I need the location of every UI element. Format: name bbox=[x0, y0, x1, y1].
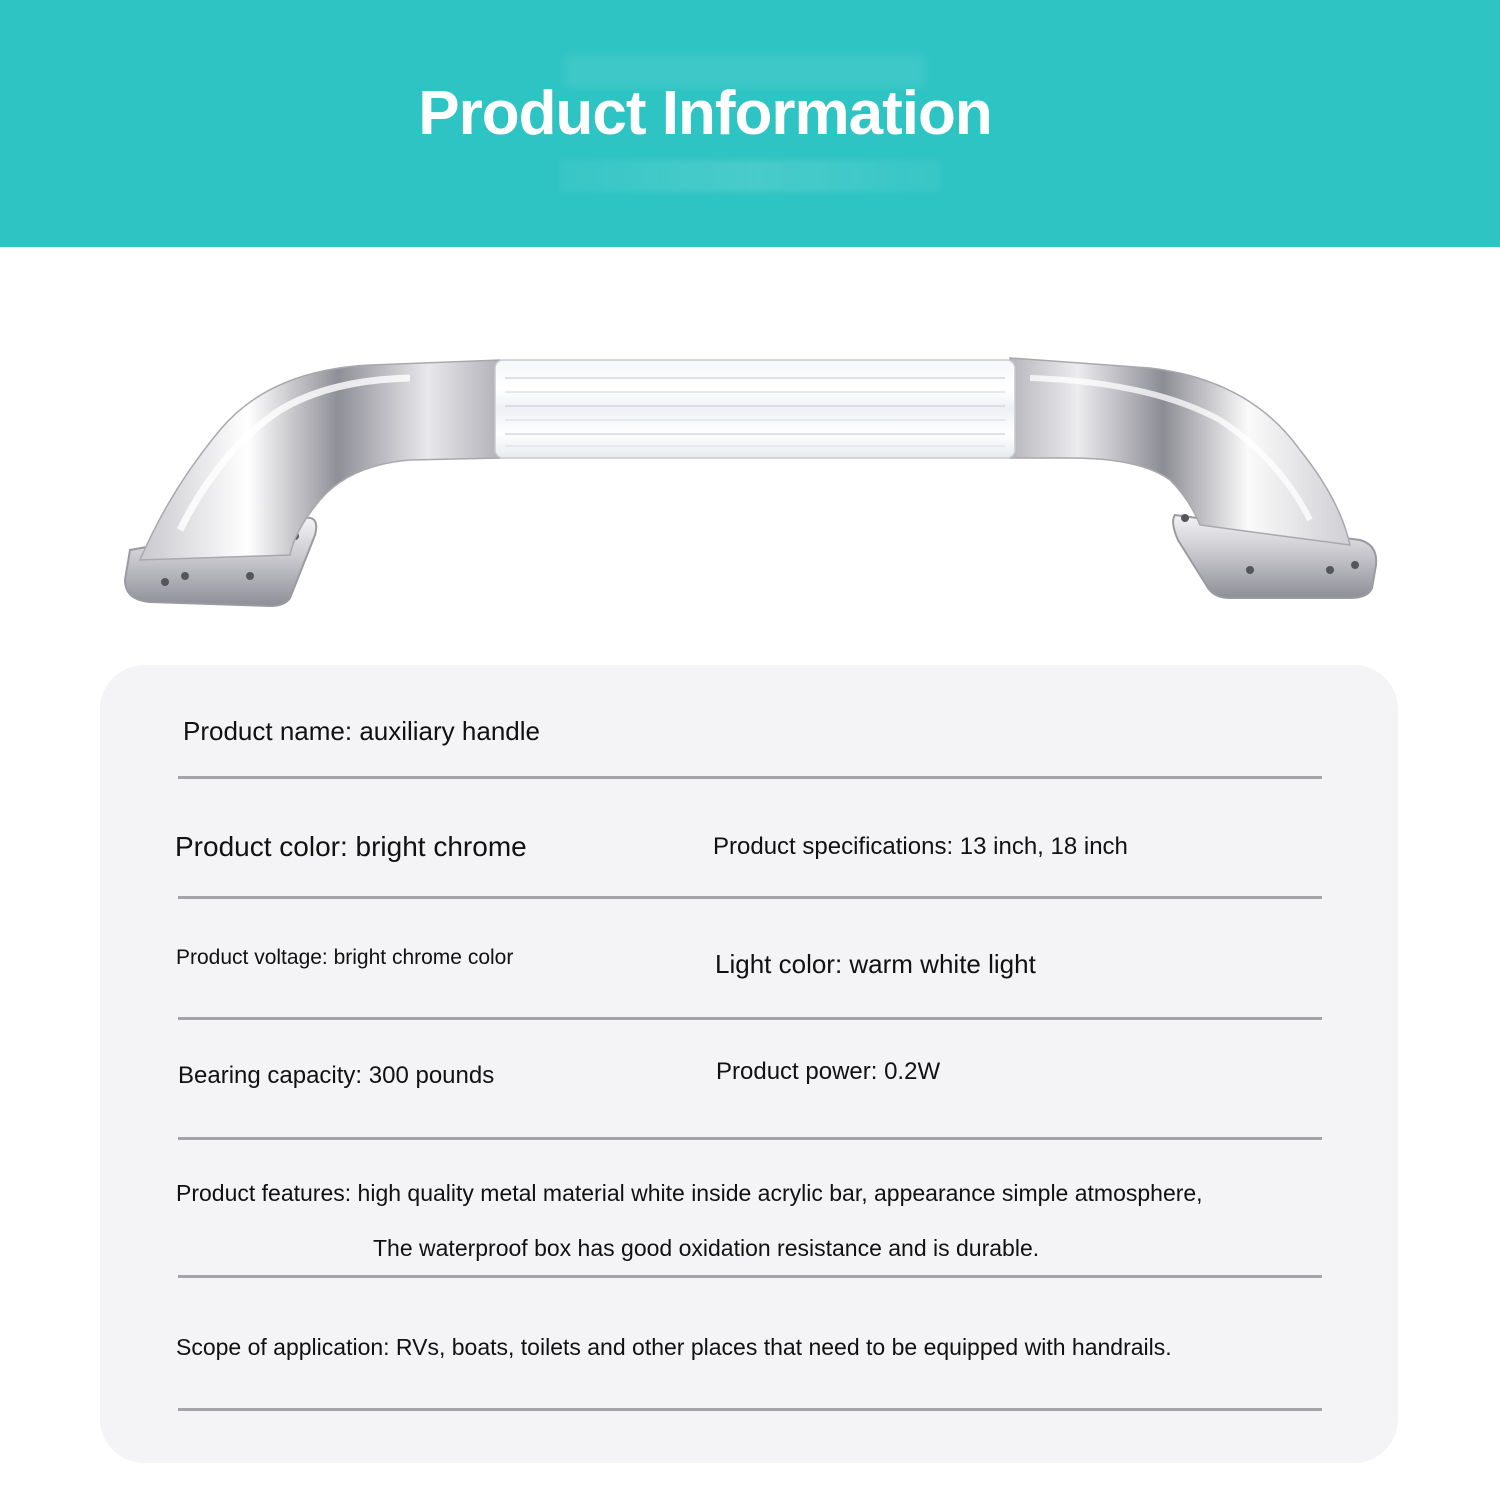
spec-product-features: Product features: high quality metal material white inside acrylic bar, appearance simple atmosphere, bbox=[176, 1180, 1203, 1206]
grab-handle-illustration bbox=[110, 340, 1390, 620]
spec-product-name: Product name: auxiliary handle bbox=[183, 716, 540, 746]
divider bbox=[178, 1137, 1322, 1140]
spec-product-power: Product power: 0.2W bbox=[716, 1058, 941, 1085]
spec-product-color: Product color: bright chrome bbox=[175, 831, 527, 862]
spec-product-specifications: Product specifications: 13 inch, 18 inch bbox=[713, 833, 1128, 860]
divider bbox=[178, 1408, 1322, 1411]
divider bbox=[178, 776, 1322, 779]
spec-scope: Scope of application: RVs, boats, toilets and other places that need to be equipped with handrails. bbox=[176, 1334, 1172, 1360]
spec-light-color: Light color: warm white light bbox=[715, 949, 1036, 979]
divider bbox=[178, 896, 1322, 899]
banner-watermark-subtitle bbox=[560, 160, 940, 192]
header-banner bbox=[0, 0, 1500, 247]
page-title: Product Information bbox=[418, 79, 992, 148]
divider bbox=[178, 1017, 1322, 1020]
spec-bearing-capacity: Bearing capacity: 300 pounds bbox=[178, 1062, 495, 1089]
divider bbox=[178, 1275, 1322, 1278]
spec-product-features-cont: The waterproof box has good oxidation resistance and is durable. bbox=[373, 1235, 1040, 1261]
spec-product-voltage: Product voltage: bright chrome color bbox=[176, 946, 514, 969]
